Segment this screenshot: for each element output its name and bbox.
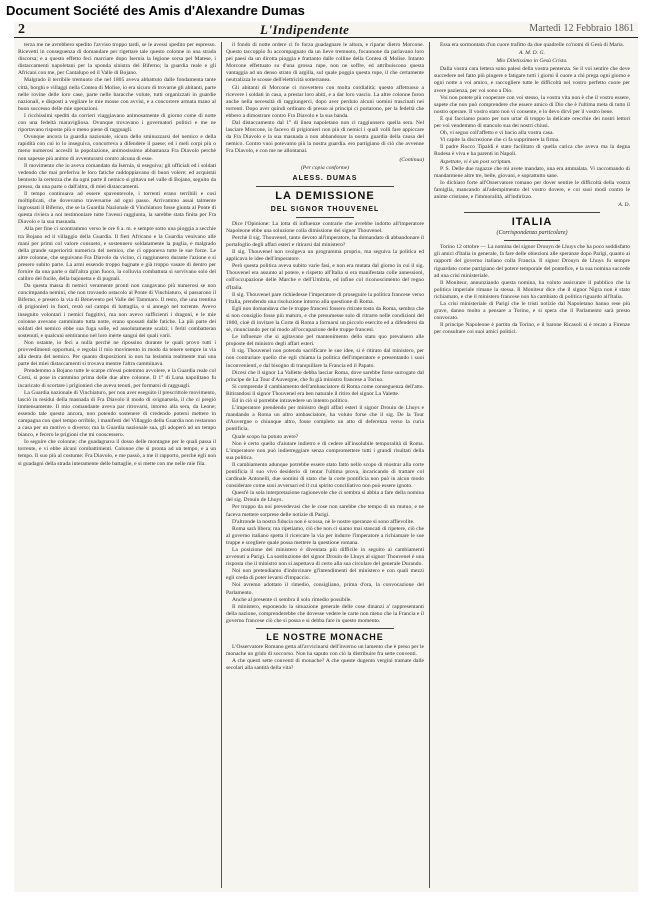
paragraph: Le influenze che si agitavano pel mantenimento dello statu quo prevalsero alle proposte del ministro degli affari esteri.	[226, 334, 424, 348]
paragraph: Ovunque ancora la guardia nazionale, sicura dello sminuzzarsi del nemico e della rapidità con cui io lo inseguiva, concorreva a difendere il paese; ed i meli corpi più o meno numerosi accesili la popolazione, animosissimo abbastanza Fra Diavolo perchè non sapesse più animo di avventurarsi contro alcuna di esse.	[18, 134, 216, 162]
column-rule	[429, 42, 430, 888]
page-number: 2	[18, 22, 25, 37]
paragraph: Torino 12 ottobre — La nomina del signor Drouyn de Lhuys che ha poco soddisfatto gli amici d'Italia in generale, fa fare delle obiezioni alle speranze dopo Parigi, quanto ai rapporti del governo italiano colla Francia. Il signor Drouyn de Lhuys fu sempre riguardato come partigiano del potere temporale del pontefice, e la sua nomina succede ad una crisi ministeriale.	[434, 244, 630, 279]
paragraph: Oh, vi seguo coll'affetto e vi bacio alla vostra casa.	[440, 130, 554, 137]
paragraph: Il sig. Thouvenel non svolgeva un programma proprio, ma seguiva la politica ed applicava le idee dell'imperatore.	[226, 249, 424, 263]
paragraph: Essa era sormontata d'un cuore trafitto da due quadrelle co'nomi di Gesù di Maria.	[440, 42, 625, 48]
paragraph: Io seguire che colonne; che guadagnava il dosso delle montagne per le quali passa il torrente, e vi ebbe alcuni combattimenti. Colonne che si pronta ad un tempo, e a un tempo. Il suo più al costume: Fra Diavolo, e me passò, a me il rapporto, perchè egli non si guadagni della strada interamente delle battaglie, e si mette con me nelle mie fila.	[18, 439, 216, 467]
paragraph: Alla per fine ci scontrammo verso le ore 6 a. m. e sempre sotto una pioggia a secchie tra Bojano ed il villaggio della Guardia. Il fieri Africano e la Guardia venivano alle mani per primi col valore consueto, e sostennero soldatamente la puglia, e malgrado della grande superiorità numerica del nemico, che ci opponeva tutte le sue forze. Le altre colonne, che seguivano Fra Diavolo da vicino, ci raggiunsero durante l'azione e si presero subito parte. La armi essendo troppo bagnate e già troppo vasare di dentro per fornire da una parte o dall'altra gran fuoco, la colluvia combattuta si sorvivano solo del calibro del fucile, della bajonetta e di pugnali.	[18, 226, 216, 283]
paragraph: Ed in ciò si potrebbe intravedere un intento politico.	[232, 398, 349, 405]
copy-note: (Per copia conforme)	[300, 164, 350, 171]
column-2	[226, 42, 424, 890]
article-headline: LE NOSTRE MONACHE	[266, 632, 384, 643]
edition-date: Martedì 12 Febbraio 1861	[529, 23, 634, 34]
paragraph: Quale scopo ha potuto avere?	[232, 433, 299, 440]
paragraph: Roma sarà libera; ma ripetiamo, ciò che non ci siamo mai stancati di ripetere, ciò che al governo italiano spetta il ricercare la via per indurre l'imperatore a richiamare le sue truppe e scegliere quale possa mettere la questione romana.	[226, 525, 424, 546]
paragraph: Aspettate, vi è un post scriptum.	[440, 158, 512, 165]
paragraph: Da questa massa di nemici veramente pronti non cangavano più numerosi se non concimpanda nemini, che non trovando ostacolo al Ponte di Vinchiaturo, sì passarono il Biferno, e presero la via di Benevento pel Valle del Tammaro. Il resto, che una trentina di prigionieri in fuori, restò sul campo di battaglia, o si annegò nel torrente. Avevo insegnito volontari i nemici fuggitivi, ma non avevo sufficienti i dragoni, e le mie colonne avevano camminato tutta notte, erano spossati dalle fatiche. La più parte dei soldati del nemico ebbe sua fuga solle, ed assolutamente scalzi; i feriti combatteran sostenuti, e qualcuni sentiranno nel loro inerte sangui dei quali varii.	[18, 283, 216, 339]
paragraph: Noi non pretendiamo d'indovinare gl'intendimenti del ministero e con quali mezzi egli creda di poter levarsi d'impaccio.	[226, 568, 424, 582]
paragraph: I ricchissimi spediti da corrieri viaggiavano animosamente di giorno come di notte con una fedeltà maravigliosa. Ovunque trovavano i governatori politici e me ne riportavano risposte più o meno piene di ragguagli.	[18, 112, 216, 134]
masthead	[14, 22, 638, 38]
paragraph: Il cambiamento adunque potrebbe essere stato fatto nello scopo di mostrar alla corte pontificia il suo vivo desiderio di tentar l'ultima prova, incaricando di trattare col cardinale Antonelli, due uomini di stato che la corte pontificia non può in alcun modo considerare come suoi avversari ed il cui spirito conciliativo non può essere ignoto.	[226, 461, 424, 490]
paragraph: terza me ne avrebbero spedito l'avviso troppo tardi, se le avessi spedito per espresso. Ricevetti in conseguenza di domandare per rigettare tale questo colonne in una strada discorsa; e a questo effetto feci marciare dopo Isernia la legione sorsa pel Matese, i distaccamenti napoletani per la sponda sinistra del Biferno; la guardia reale e gli Africani con me, per Cantalupo ed il Valle di Bojano.	[18, 42, 216, 77]
article-subheadline: DEL SIGNOR THOUVENEL	[270, 205, 380, 213]
paragraph: Il principe Napoleone è partito da Torino, e il barone Ricasoli si è recato a Firenze per consultare coi suoi amici politici.	[434, 322, 630, 336]
newspaper-title: L'Indipendente	[260, 22, 350, 37]
paragraph: Voi non potete più cooperare con voi stesso, la vostra vita non è che il vostro essere, sapete che non può comprendere che essere amico di Dio che è l'ultima meta di tutto il nostro operare. Il vostro stato non vi consente, e lo devo dirvi per il vostro bene.	[434, 94, 630, 115]
section-subheadline: (Corrispondenza particolare)	[496, 230, 568, 237]
paragraph: Il ministero, esponendo la situazione generale delle cose dinanzi a' rappresentanti della nazione, comprenderebbe che dovesse vedere le carte non meno che la Francia e il governo francese ciò che si possa e si debba fare in questo momento.	[226, 603, 424, 624]
divider	[256, 628, 394, 629]
paragraph: Perchè il sig. Thouvenel, tanto devoto all'imperatore, ha domandato di abbandonare il portafoglio degli affari esteri e ritirarsi dal ministero?	[226, 234, 424, 248]
paragraph: Il movimento che io aveva comandato da Isernia, si eseguiva; gli ufficiali ed i soldati vedendo che mai preferiva le loro fatiche raddoppiavano di buon volere; ed acquistai bentosto la certezza che da ogni parte il nemico si gittava nel valle di Bojano, seguito da presso, da una parte o dall'altra, di miei distaccamenti.	[18, 162, 216, 190]
paragraph: E qui facciamo punto per non urtar di troppo la delicate orecchie dei nostri lettori per voi vendemmo di stancolo sua dei nostri chiusi.	[434, 115, 630, 130]
paragraph: Quest'è la sola interpretazione ragionevole che ci sembra si abbia a fare della nomina del sig. Drouin de Lhuys.	[226, 490, 424, 504]
paragraph: Però questa politica aveva subito varie fasi, e non era mutata dal giorno in cui il sig. Thouvenel era assunto al potere, e rispetto all'Italia si era manifestata colle annessioni, coll'occupazione delle Marche e dell'Umbria, ed infine col riconoscimento del regno d'Italia.	[226, 263, 424, 291]
author-signature: ALESS. DUMAS	[292, 174, 358, 182]
paragraph: Anche al presente ci sembra il solo rimedio possibile.	[232, 596, 352, 603]
paragraph: L'imperatore prendendo per ministro degli affari esteri il signor Drouin de Lhuys e mandando a Roma un altro ambasciatore, ha voluto forse che il sig. De la Tour d'Auvergne o chiunque altro, fosse completo un atto di deferenza verso la curia pontificia.	[226, 405, 424, 433]
paragraph: D'altronde la nostra fiducia non è scossa, nè le nostre speranze si sono affievolite.	[232, 518, 415, 525]
letter-salutation: Mio Diletissimo in Gesù Cristo.	[496, 58, 568, 65]
column-rule	[221, 42, 222, 888]
paragraph: Dicesi che il signor La Vallette debba lasciar Roma, dove sarebbe forse surrogato dal principe de La Tour d'Auvergne, che fu già ministro francese a Torino.	[226, 369, 424, 383]
paragraph: Il sig. Thouvenel pare richiedesse l'imperatore di proseguire la politica francese verso l'Italia, prendendo una risoluzione intorno alla questione di Roma.	[226, 291, 424, 305]
divider	[296, 217, 354, 218]
paragraph: Il sig. Thouvenel non potendo sacrificare le sue idee, si è ritirato dal ministero, per non contrariare quello che egli chiama la politica dell'imperatore e presentando i suoi inconvenienti, e dal bisogno di tranquillare la Francia ed il Papato.	[226, 348, 424, 369]
article-signature: A. D.	[618, 202, 630, 209]
paragraph: Malgrado il terribile tremuoto che nel 1805 aveva abbattuto dalle fondamenta tante città, borghi e villaggi nella Contea di Molise, io era sicuro di trovarne gli abitanti, parte nelle rovine delle loro case, parte nelle baracche volute, tutti organizzati in guardie nazionali, e disposti a vegliare le mie mosse con avvisi, e a concorrere armata mano al buon successo delle mie operazioni.	[18, 77, 216, 112]
archive-banner: Document Société des Amis d'Alexandre Dumas	[6, 3, 305, 18]
paragraph: Dice l'Opinione: La lotta di influenze contrarie che avrebbe indotto all'imperatore Napoleone ebbe una soluzione colla dimissione del signor Thouvenel.	[226, 220, 424, 234]
paragraph: La posizione del ministero è diventata più difficile in seguito ai cambiamenti avvenuti a Parigi. La sostituzione del signor Drouin de Lhuys al signor Thouvenel è una risposta che il ministro non si aspettava di certo alla sua circolare del generale Durando.	[226, 547, 424, 568]
paragraph: A che questi sette conventi di monache? A che queste dugento vergini tramate dalle secolari alla santità della vita?	[226, 658, 424, 672]
divider	[256, 186, 394, 187]
paragraph: Io dichiaro forte all'Osservatore romano per dover sentire le difficoltà della vostra famiglia, mancando all'adempimento del vostro dovere, e coi suoi modi contro le anime cristiane, e l'immoralità, all'indirizzo.	[434, 179, 630, 200]
paragraph: Non è certo quello d'aiutare indietro e di cedere all'insolubile temporalità di Roma. L'imperatore non può indietreggiare senza compromettere tutti i grandi risultati della sua politica.	[226, 440, 424, 461]
newspaper-page	[14, 22, 638, 892]
article-headline: LA DEMISSIONE	[275, 189, 375, 202]
paragraph: Noi avremo adottato il rimedio, consigliano, prima d'ora, la convocazione del Parlamento.	[226, 582, 424, 596]
continued-note: (Continua)	[399, 156, 424, 163]
paragraph: Dal distaccamento dal 1° di linea napoletano non ci raggiunsero quella sera. Nel lasciare Morcone, io facevo di prigionieri non più di nemici i quali volli fare appiccare da Fra Diavolo e la sua masnada a non abbandonar la nostra guardia della causa del nemico. Contro vuoi potevamo più la nostra guardia. ero partigiano di ciò che avvenne Fra Diavolo, e con me ne allontanai.	[226, 120, 424, 155]
paragraph: La Guardia nazionale di Vinchiaturo, per non aver eseguito il prescrittole movimento, lasciò in residui della masnada di Fra Diavolo il modo di svignarsela, il che ci pregiò immensamente. Il mio comandante aveva par ritrovarsi, intorno alla sera, da Leone; essendo tale questo ancora, non potendo sostenere di credendo potersi mettere in campagna con quel tempo orribile, i manifesti del Villaggio della Guardia non restarono a casa per un motivo o diverso; ma la Guardia nazionale sua, gli adoperò ad un tempo bianco, e fecero le prigioni che mi cooscessero.	[18, 389, 216, 439]
paragraph: Prendemmo a Bojano tutte le scarpe ch'essi potemmo avvolere, e la Guardia reale col Corsi, si pose in cammino prima delle due altre colonne. Il 1° di Luna napolitano fu incaricato di scortare i prigionieri che aveva tenuti, per formarsi di ragguagli.	[18, 368, 216, 389]
dedication-line: A. M. D. G.	[519, 50, 545, 57]
section-headline: ITALIA	[511, 216, 553, 229]
paragraph: Gli abitanti di Morcone ci ricevettero con molta cordialità; questo affettuoso a ricevere i soldati in casa, a prestar loro abiti, e a dar loro vascio. La altre colonne furon anche nella necessità di raggiungerci, dopo aver perduto alcuni uomini trascinati nei torrenti. Dopo aver quindi ordinato di presso ai principi ci portarono, per la fedeltà che ebbero a dimostrare contro Fra Diavolo e la sua banda.	[226, 84, 424, 119]
paragraph: P. S. Delle due ragazze che mi avete mandato, una era ammalata. Vi raccomando di mandarmene altre tre, belle, giovani, e soprattutto sane.	[434, 165, 630, 179]
paragraph: La crisi ministeriale di Parigi che le tristi notizie dal Napoletano hanno rese più grave, danno molto a pensare a Torino, e si spera che il Parlamento sarà presto convocato.	[434, 301, 630, 322]
paragraph: Il padre Rocco Tipaldi è stato facilitato di quella carica che aveva ma la degna Rudesa è viva e ha parenti in Napoli.	[434, 144, 630, 158]
column-1	[18, 42, 216, 890]
paragraph: Per troppo da noi prevedevasi che le cose non sarebbe che tempo di un mutuo, e ne faceva mettere sorprese delle notizie di Parigi.	[226, 504, 424, 518]
paragraph: Vi capite la discrezione che ci fa supprimere la firma.	[440, 137, 560, 144]
paragraph: Non ostante, io feci a nulla perchè ne ripossino durante le quali provo tutti i provvedimenti opportuni, e regolai il mio movimento in modo da tenere sempre in via alla destra del nemico. Per quanto disposizioni io non ha lesiamia realmente mai una parte dei miei distaccamenti si trovava mentre l'altra camminava.	[18, 339, 216, 368]
paragraph: Si comprende il cambiamento dell'ambasciatore di Roma come conseguenza dell'atto. Ritirandosi il signor Thouvenel era ben naturale il ritiro del signor La Valette.	[226, 383, 424, 397]
paragraph: Dalla vostra cara lettera sono palesi della vostra pentenza. Se il voi sentire che deve succedere nel fatto più pingere e fatigare tutti i giorni il cuore a chi prega ogni giorno e ogni notte a voi amico, e raccogliere tutte le difficoltà nel vostro perfetto cuore per avere pazienza, per voi sono a Dio.	[434, 66, 630, 94]
paragraph: L'Osservatore Romano getta all'avvicinarsi dell'inverno un lamento che è preso per le monache un grido di soccorso. Non ha saputo con ciò la distribuire fra sette conventi.	[226, 644, 424, 658]
paragraph: il fondo di notte ordere ci fo forza guadagnare le altura, e riparar dietro Morcone. Questo taccoppio fu accompagnato da un lieve tremuoto, focannone da parlavano loro pei paesi da un dirotta pioggia e frattanto dalle colline della Contea di Molise. Intanto Morcone effettuato su d'una grossa rupe, non ne soffre, ed attribuiscono questa vantaggia ad un denso strato di argilla, sul quale poggia questa rupe, il che certamente neutralizza le scosse dell'elettricità sotterranea.	[226, 42, 424, 84]
paragraph: Il tempo continuava ad essere spaventevole, i torrenti erano terribili e così moltiplicati, che dovevamo traversarne ad ogni passo. Arrivammo assai talmente ingrossati il Biferno, che se la Guardia Nazionale di Vinchiaturo fosse giunta al Ponte di questa riviera a noi testimoniare tutte l'avessi raggiunta, la sarebbe stata finita per Fra Diavolo e la sua masnada.	[18, 190, 216, 226]
paragraph: Egli non domandava che le truppe francesi fossero ritirate tosto da Roma, sembra che si non consiglio fosse più maturo, e che presumesse solo di ritrarre nelle condizioni del 1860, cioè di invitare la Corte di Roma a formarsi un piccolo esercito ed a difendersi da sè, rinunciando per tal modo all'occupazione delle truppe francesi.	[226, 305, 424, 334]
paragraph: Il Moniteur, annunziando questa nomina, ha voluto assicurare il pubblico che la politica imperiale rimane la stessa. Il Moniteur dice che il signor Nigra non è stato richiamato, e che il ministero francese non ha cambiato di politica riguardo all'Italia.	[434, 279, 630, 300]
